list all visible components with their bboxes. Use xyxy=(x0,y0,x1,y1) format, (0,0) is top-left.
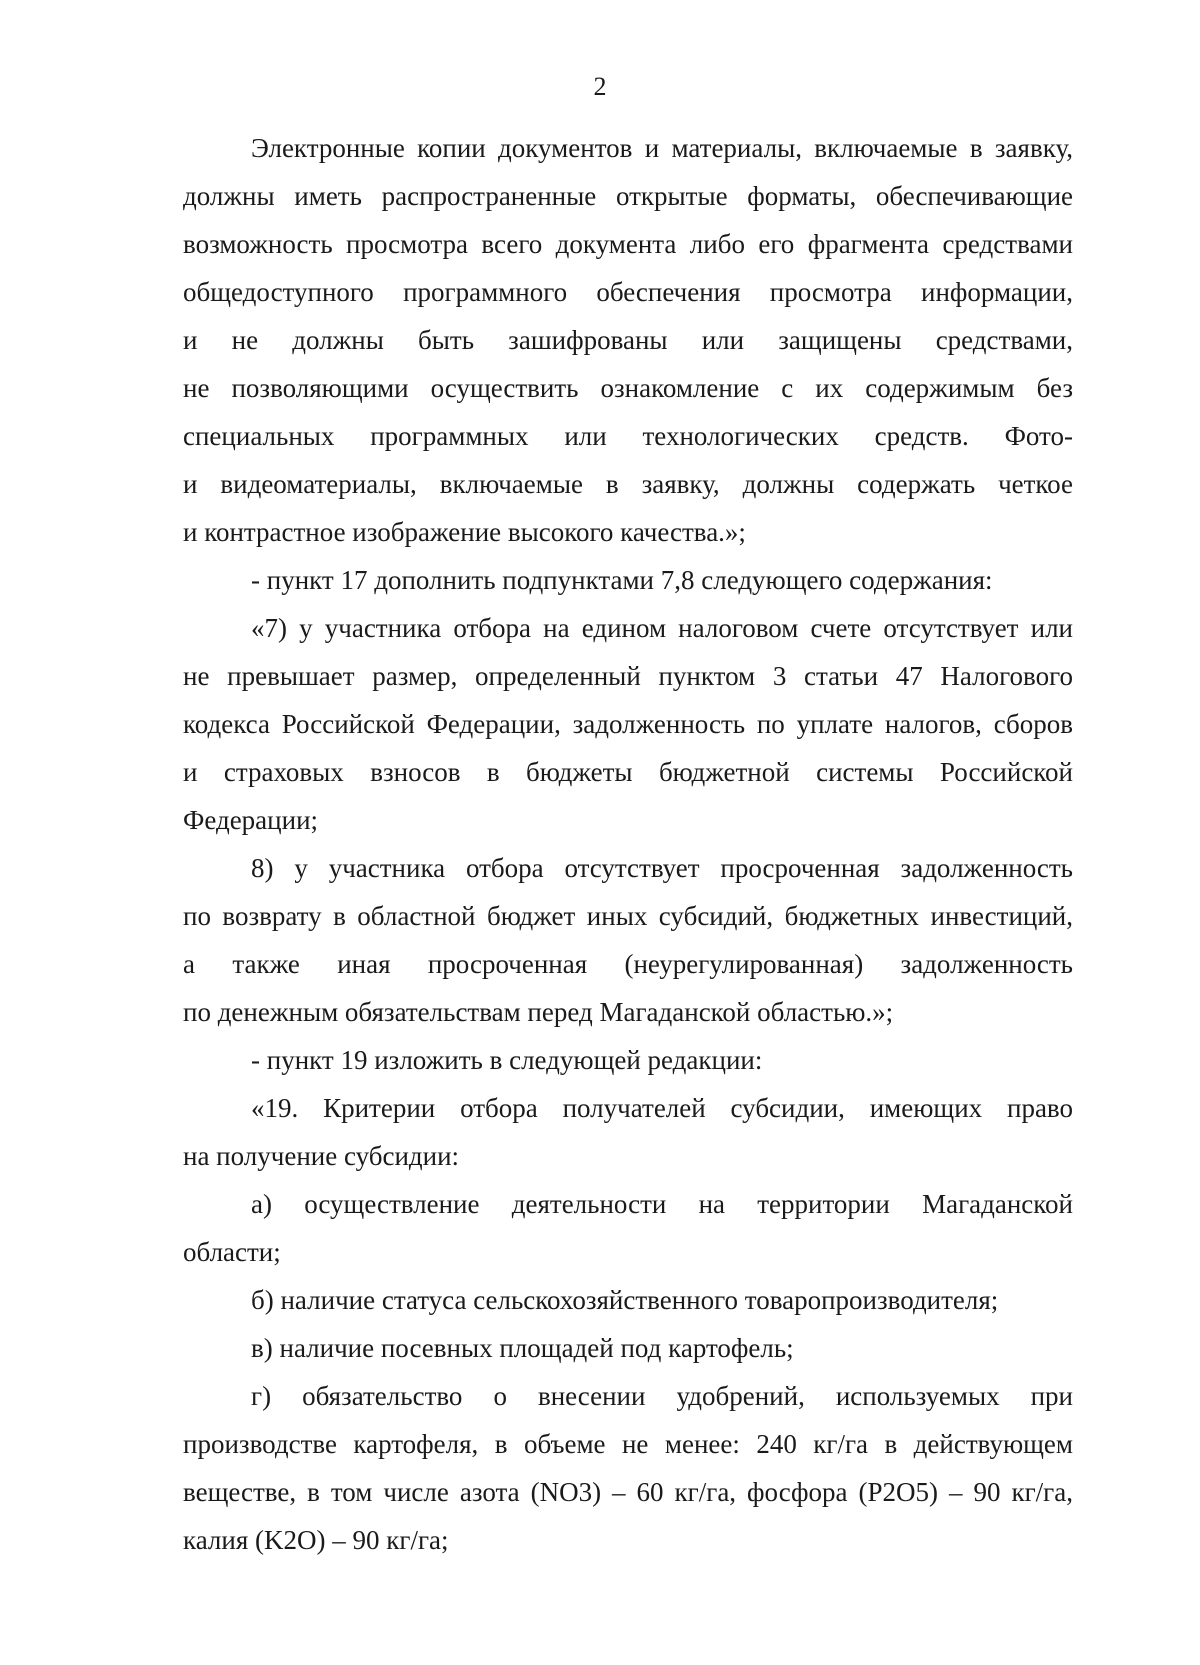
text-line: специальных программных или технологических средств. Фото- xyxy=(183,421,1073,451)
text-line: а) осуществление деятельности на территории Магаданской xyxy=(251,1189,1073,1219)
paragraph-criterion-a xyxy=(183,1180,1073,1276)
text-line: и страховых взносов в бюджеты бюджетной системы Российской xyxy=(183,757,1073,787)
paragraph-subpoint-7 xyxy=(183,604,1073,844)
text-line: - пункт 17 дополнить подпунктами 7,8 следующего содержания: xyxy=(251,565,993,595)
text-line: возможность просмотра всего документа либо его фрагмента средствами xyxy=(183,229,1073,259)
text-line: 8) у участника отбора отсутствует просроченная задолженность xyxy=(251,853,1073,883)
text-line: и видеоматериалы, включаемые в заявку, должны содержать четкое xyxy=(183,469,1073,499)
text-line: и контрастное изображение высокого качества.»; xyxy=(183,517,746,547)
text-line: на получение субсидии: xyxy=(183,1141,460,1171)
text-line: не позволяющими осуществить ознакомление с их содержимым без xyxy=(183,373,1073,403)
paragraph-criterion-v xyxy=(183,1324,1073,1372)
text-line: общедоступного программного обеспечения просмотра информации, xyxy=(183,277,1073,307)
paragraph-electronic-copies xyxy=(183,124,1073,556)
text-line: Электронные копии документов и материалы, включаемые в заявку, xyxy=(251,133,1073,163)
text-line: г) обязательство о внесении удобрений, используемых при xyxy=(251,1381,1073,1411)
paragraph-criterion-g xyxy=(183,1372,1073,1564)
paragraph-point-19-amendment xyxy=(183,1036,1073,1084)
paragraph-subpoint-8 xyxy=(183,844,1073,1036)
page-number: 2 xyxy=(593,72,607,101)
text-line: по денежным обязательствам перед Магаданской областью.»; xyxy=(183,997,894,1027)
paragraph-point-19-criteria xyxy=(183,1084,1073,1180)
text-line: должны иметь распространенные открытые форматы, обеспечивающие xyxy=(183,181,1073,211)
document-body xyxy=(183,124,1073,1564)
text-line: и не должны быть зашифрованы или защищены средствами, xyxy=(183,325,1073,355)
text-line: веществе, в том числе азота (NO3) – 60 кг/га, фосфора (P2O5) – 90 кг/га, xyxy=(183,1477,1073,1507)
text-line: - пункт 19 изложить в следующей редакции: xyxy=(251,1045,763,1075)
text-line: «19. Критерии отбора получателей субсидии, имеющих право xyxy=(251,1093,1073,1123)
text-line: по возврату в областной бюджет иных субсидий, бюджетных инвестиций, xyxy=(183,901,1073,931)
text-line: не превышает размер, определенный пунктом 3 статьи 47 Налогового xyxy=(183,661,1073,691)
text-line: Федерации; xyxy=(183,805,319,835)
text-line: б) наличие статуса сельскохозяйственного товаропроизводителя; xyxy=(251,1285,999,1315)
paragraph-point-17-amendment xyxy=(183,556,1073,604)
text-line: области; xyxy=(183,1237,281,1267)
text-line: «7) у участника отбора на едином налоговом счете отсутствует или xyxy=(251,613,1073,643)
text-line: а также иная просроченная (неурегулированная) задолженность xyxy=(183,949,1073,979)
text-line: в) наличие посевных площадей под картофель; xyxy=(251,1333,794,1363)
paragraph-criterion-b xyxy=(183,1276,1073,1324)
text-line: производстве картофеля, в объеме не менее: 240 кг/га в действующем xyxy=(183,1429,1073,1459)
text-line: кодекса Российской Федерации, задолженность по уплате налогов, сборов xyxy=(183,709,1073,739)
text-line: калия (K2O) – 90 кг/га; xyxy=(183,1525,449,1555)
